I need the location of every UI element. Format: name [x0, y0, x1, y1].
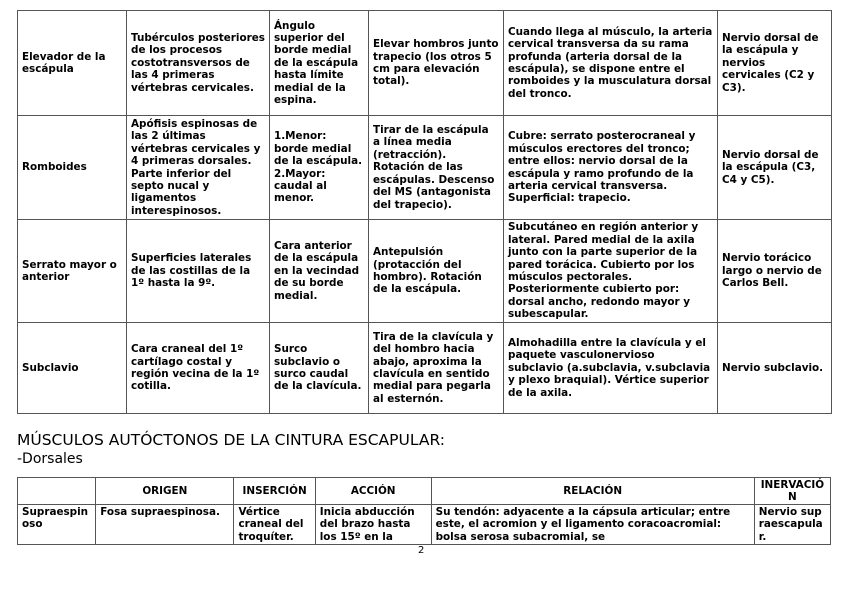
innervation-cell: Nervio dorsal de la escápula (C3, C4 y C5).	[718, 116, 832, 220]
table-row	[18, 323, 832, 414]
header-innervation: INERVACIÓN	[754, 478, 830, 505]
header-blank	[18, 478, 96, 505]
action-cell: Elevar hombros junto trapecio (los otros 5 cm para elevación total).	[369, 11, 504, 116]
muscle-name: Elevador de la escápula	[18, 11, 127, 116]
header-relation: RELACIÓN	[431, 478, 754, 505]
table-row	[18, 505, 831, 545]
dorsal-muscles-table	[17, 477, 831, 545]
muscle-name: Serrato mayor o anterior	[18, 220, 127, 323]
section-subheading: -Dorsales	[17, 451, 83, 467]
insertion-cell: Surco subclavio o surco caudal de la clavícula.	[270, 323, 369, 414]
relation-cell: Cuando llega al músculo, la arteria cervical transversa da su rama profunda (arteria dorsal de la escápula), se dispone entre el romboides y la musculatura dorsal del tronco.	[504, 11, 718, 116]
innervation-cell: Nervio torácico largo o nervio de Carlos Bell.	[718, 220, 832, 323]
innervation-cell: Nervio subclavio.	[718, 323, 832, 414]
origin-cell: Apófisis espinosas de las 2 últimas vértebras cervicales y 4 primeras dorsales. Parte inferior del septo nucal y ligamentos interespinosos.	[127, 116, 270, 220]
table-row	[18, 220, 832, 323]
header-row	[18, 478, 831, 505]
origin-cell: Superficies laterales de las costillas de la 1º hasta la 9º.	[127, 220, 270, 323]
header-action: ACCIÓN	[315, 478, 431, 505]
page-number: 2	[418, 545, 425, 556]
header-insertion: INSERCIÓN	[234, 478, 315, 505]
insertion-cell: 1.Menor: borde medial de la escápula. 2.Mayor: caudal al menor.	[270, 116, 369, 220]
relation-cell: Almohadilla entre la clavícula y el paquete vasculonervioso subclavio (a.subclavia, v.subclavia y plexo braquial). Vértice superior de la axila.	[504, 323, 718, 414]
origin-cell: Tubérculos posteriores de los procesos costotransversos de las 4 primeras vértebras cervicales.	[127, 11, 270, 116]
insertion-cell: Vértice craneal del troquíter.	[234, 505, 315, 545]
insertion-cell: Ángulo superior del borde medial de la escápula hasta límite medial de la espina.	[270, 11, 369, 116]
section-heading: MÚSCULOS AUTÓCTONOS DE LA CINTURA ESCAPULAR:	[17, 431, 445, 449]
header-origin: ORIGEN	[96, 478, 234, 505]
action-cell: Antepulsión (protacción del hombro). Rotación de la escápula.	[369, 220, 504, 323]
muscle-name: Supraespinoso	[18, 505, 96, 545]
insertion-cell: Cara anterior de la escápula en la vecindad de su borde medial.	[270, 220, 369, 323]
origin-cell: Cara craneal del 1º cartílago costal y región vecina de la 1º cotilla.	[127, 323, 270, 414]
action-cell: Tira de la clavícula y del hombro hacia abajo, aproxima la clavícula en sentido medial para pegarla al esternón.	[369, 323, 504, 414]
action-cell: Inicia abducción del brazo hasta los 15º en la	[315, 505, 431, 545]
relation-cell: Su tendón: adyacente a la cápsula articular; entre este, el acromion y el ligamento coracoacromial: bolsa serosa subacromial, se	[431, 505, 754, 545]
relation-cell: Cubre: serrato posterocraneal y músculos erectores del tronco; entre ellos: nervio dorsal de la escápula y ramo profundo de la arteria cervical transversa. Superficial: trapecio.	[504, 116, 718, 220]
table-row	[18, 116, 832, 220]
innervation-cell: Nervio supraescapular.	[754, 505, 830, 545]
muscles-table	[17, 10, 832, 414]
action-cell: Tirar de la escápula a línea media (retracción). Rotación de las escápulas. Descenso del MS (antagonista del trapecio).	[369, 116, 504, 220]
relation-cell: Subcutáneo en región anterior y lateral. Pared medial de la axila junto con la parte superior de la pared torácica. Cubierto por los músculos pectorales. Posteriormente cubierto por: dorsal ancho, redondo mayor y subescapular.	[504, 220, 718, 323]
muscle-name: Subclavio	[18, 323, 127, 414]
innervation-cell: Nervio dorsal de la escápula y nervios cervicales (C2 y C3).	[718, 11, 832, 116]
origin-cell: Fosa supraespinosa.	[96, 505, 234, 545]
muscle-name: Romboides	[18, 116, 127, 220]
table-row	[18, 11, 832, 116]
